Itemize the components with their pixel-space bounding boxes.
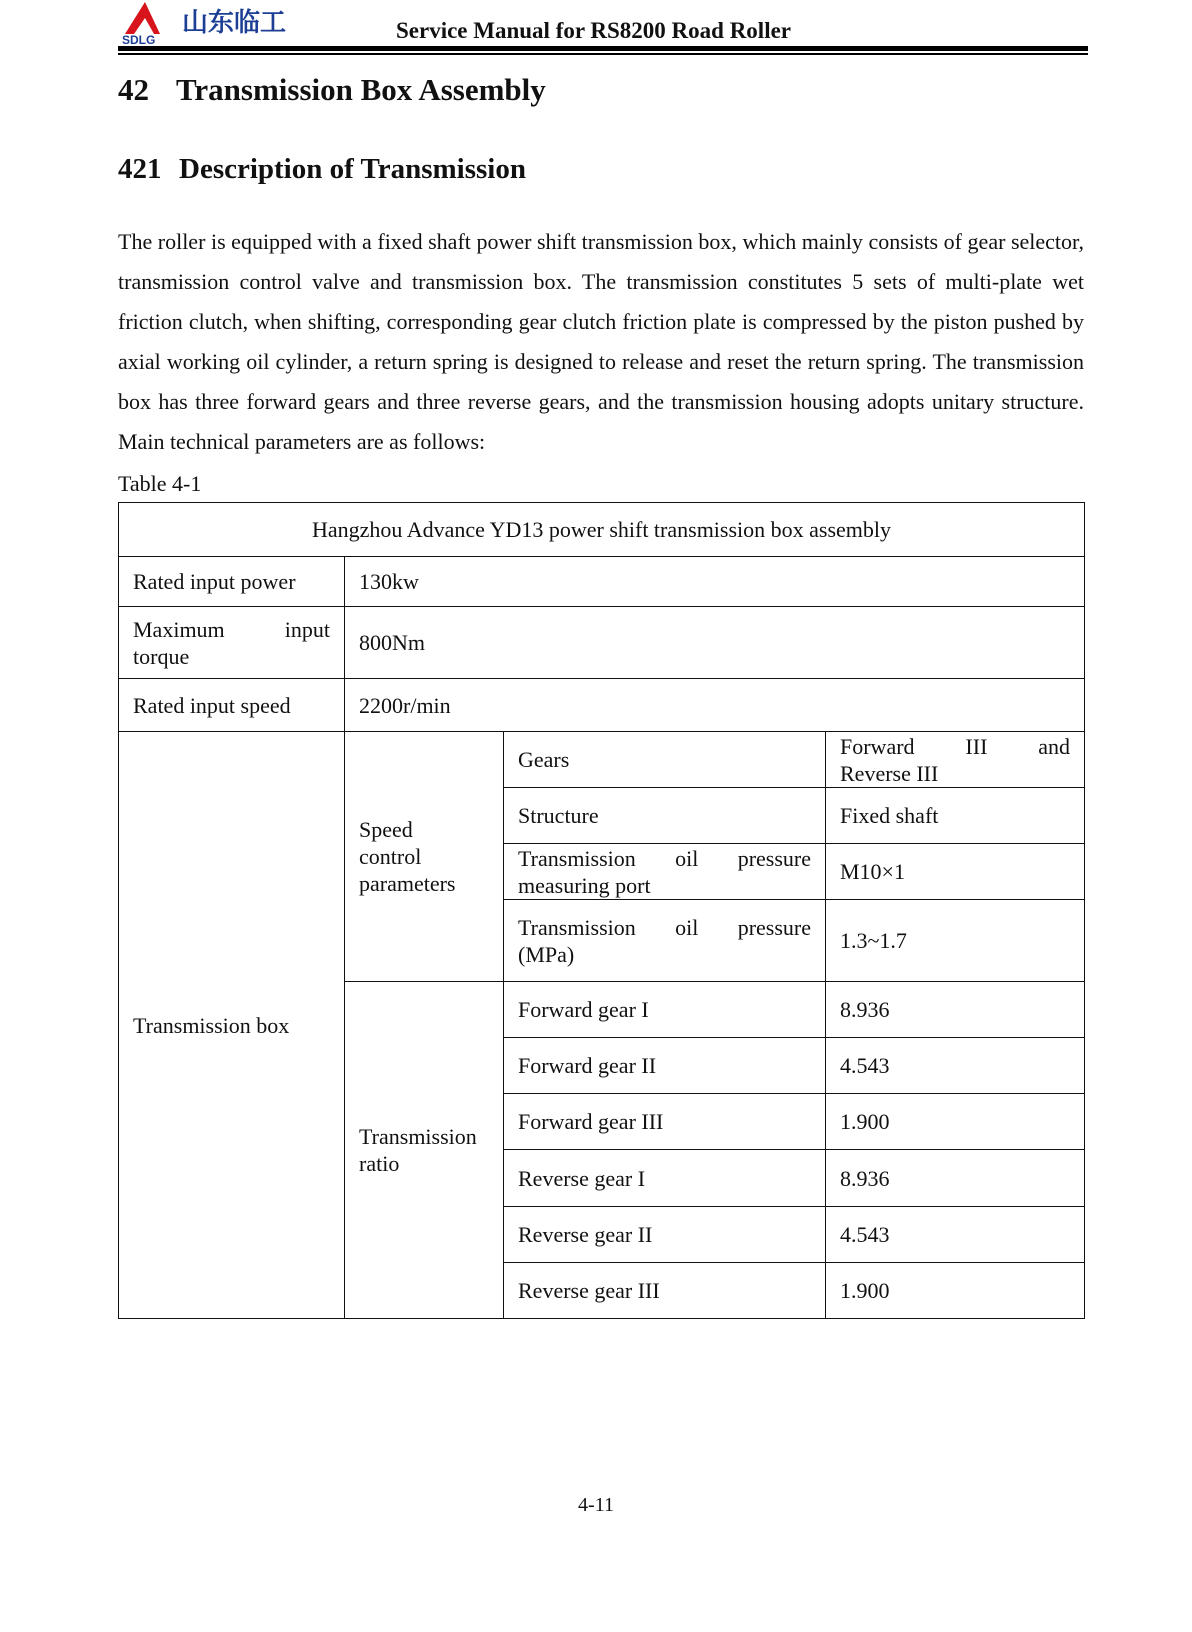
- section-heading: [118, 72, 546, 108]
- rated-power-label: Rated input power: [119, 557, 345, 607]
- ratio-value: 1.900: [826, 1263, 1085, 1319]
- table-row: [119, 732, 1085, 788]
- section-title: Transmission Box Assembly: [176, 72, 546, 107]
- page-header: [118, 0, 1088, 56]
- port-label: [504, 844, 826, 900]
- section-number: 42: [118, 72, 149, 107]
- ratio-value: 4.543: [826, 1038, 1085, 1094]
- manual-title: Service Manual for RS8200 Road Roller: [396, 18, 792, 43]
- ratio-gear: Forward gear III: [504, 1094, 826, 1150]
- subsection-number: 421: [118, 153, 162, 185]
- max-torque-value: 800Nm: [345, 607, 1085, 679]
- ratio-value: 8.936: [826, 982, 1085, 1038]
- gears-label: Gears: [504, 732, 826, 788]
- description-paragraph: The roller is equipped with a fixed shaft power shift transmission box, which mainly consists of gear selector, transmission control valve and transmission box. The transmission constitutes 5 sets of multi-plate wet friction clutch, when shifting, corresponding gear clutch friction plate is compressed by the piston pushed by axial working oil cylinder, a return spring is designed to release and reset the return spring. The transmission box has three forward gears and three reverse gears, and the transmission housing adopts unitary structure. Main technical parameters are as follows:: [118, 229, 1084, 454]
- subsection-heading: [118, 153, 526, 186]
- ratio-gear: Forward gear II: [504, 1038, 826, 1094]
- ratio-gear: Reverse gear II: [504, 1207, 826, 1263]
- svg-text:山东临工: 山东临工: [182, 8, 287, 38]
- speed-control-text: Speed control parameters: [359, 817, 456, 896]
- svg-text:SDLG: SDLG: [122, 33, 156, 46]
- pressure-label-line2: (MPa): [518, 941, 575, 967]
- table-row: [119, 679, 1085, 732]
- transmission-spec-table: [118, 502, 1085, 1319]
- subsection-title: Description of Transmission: [179, 153, 526, 185]
- gears-value-line2: Reverse III: [840, 760, 939, 786]
- max-torque-label-line1: Maximum input: [133, 616, 330, 642]
- ratio-gear: Reverse gear I: [504, 1150, 826, 1207]
- ratio-label-text: Transmission ratio: [359, 1124, 477, 1176]
- transmission-box-label: Transmission box: [119, 732, 345, 1319]
- table-row: [119, 557, 1085, 607]
- gears-value: [826, 732, 1085, 788]
- port-label-line1: Transmission oil pressure: [518, 845, 811, 871]
- rated-power-value: 130kw: [345, 557, 1085, 607]
- table-caption: Table 4-1: [118, 471, 202, 496]
- page-number: 4-11: [578, 1494, 614, 1516]
- pressure-label: [504, 900, 826, 982]
- header-rule-thin: [118, 53, 1088, 55]
- structure-value: Fixed shaft: [826, 788, 1085, 844]
- ratio-value: 8.936: [826, 1150, 1085, 1207]
- sdlg-logo: [120, 0, 350, 46]
- table-title: Hangzhou Advance YD13 power shift transmission box assembly: [119, 503, 1085, 557]
- max-torque-label: [119, 607, 345, 679]
- port-label-line2: measuring port: [518, 872, 651, 898]
- ratio-value: 1.900: [826, 1094, 1085, 1150]
- port-value: M10×1: [826, 844, 1085, 900]
- pressure-label-line1: Transmission oil pressure: [518, 914, 811, 940]
- max-torque-label-line2: torque: [133, 643, 190, 669]
- ratio-gear: Reverse gear III: [504, 1263, 826, 1319]
- pressure-value: 1.3~1.7: [826, 900, 1085, 982]
- ratio-value: 4.543: [826, 1207, 1085, 1263]
- gears-value-line1: Forward III and: [840, 733, 1071, 759]
- structure-label: Structure: [504, 788, 826, 844]
- speed-control-label: [345, 732, 504, 982]
- rated-speed-value: 2200r/min: [345, 679, 1085, 732]
- ratio-label: [345, 982, 504, 1319]
- rated-speed-label: Rated input speed: [119, 679, 345, 732]
- table-title-row: [119, 503, 1085, 557]
- ratio-gear: Forward gear I: [504, 982, 826, 1038]
- table-row: [119, 607, 1085, 679]
- header-rule-thick: [118, 46, 1088, 51]
